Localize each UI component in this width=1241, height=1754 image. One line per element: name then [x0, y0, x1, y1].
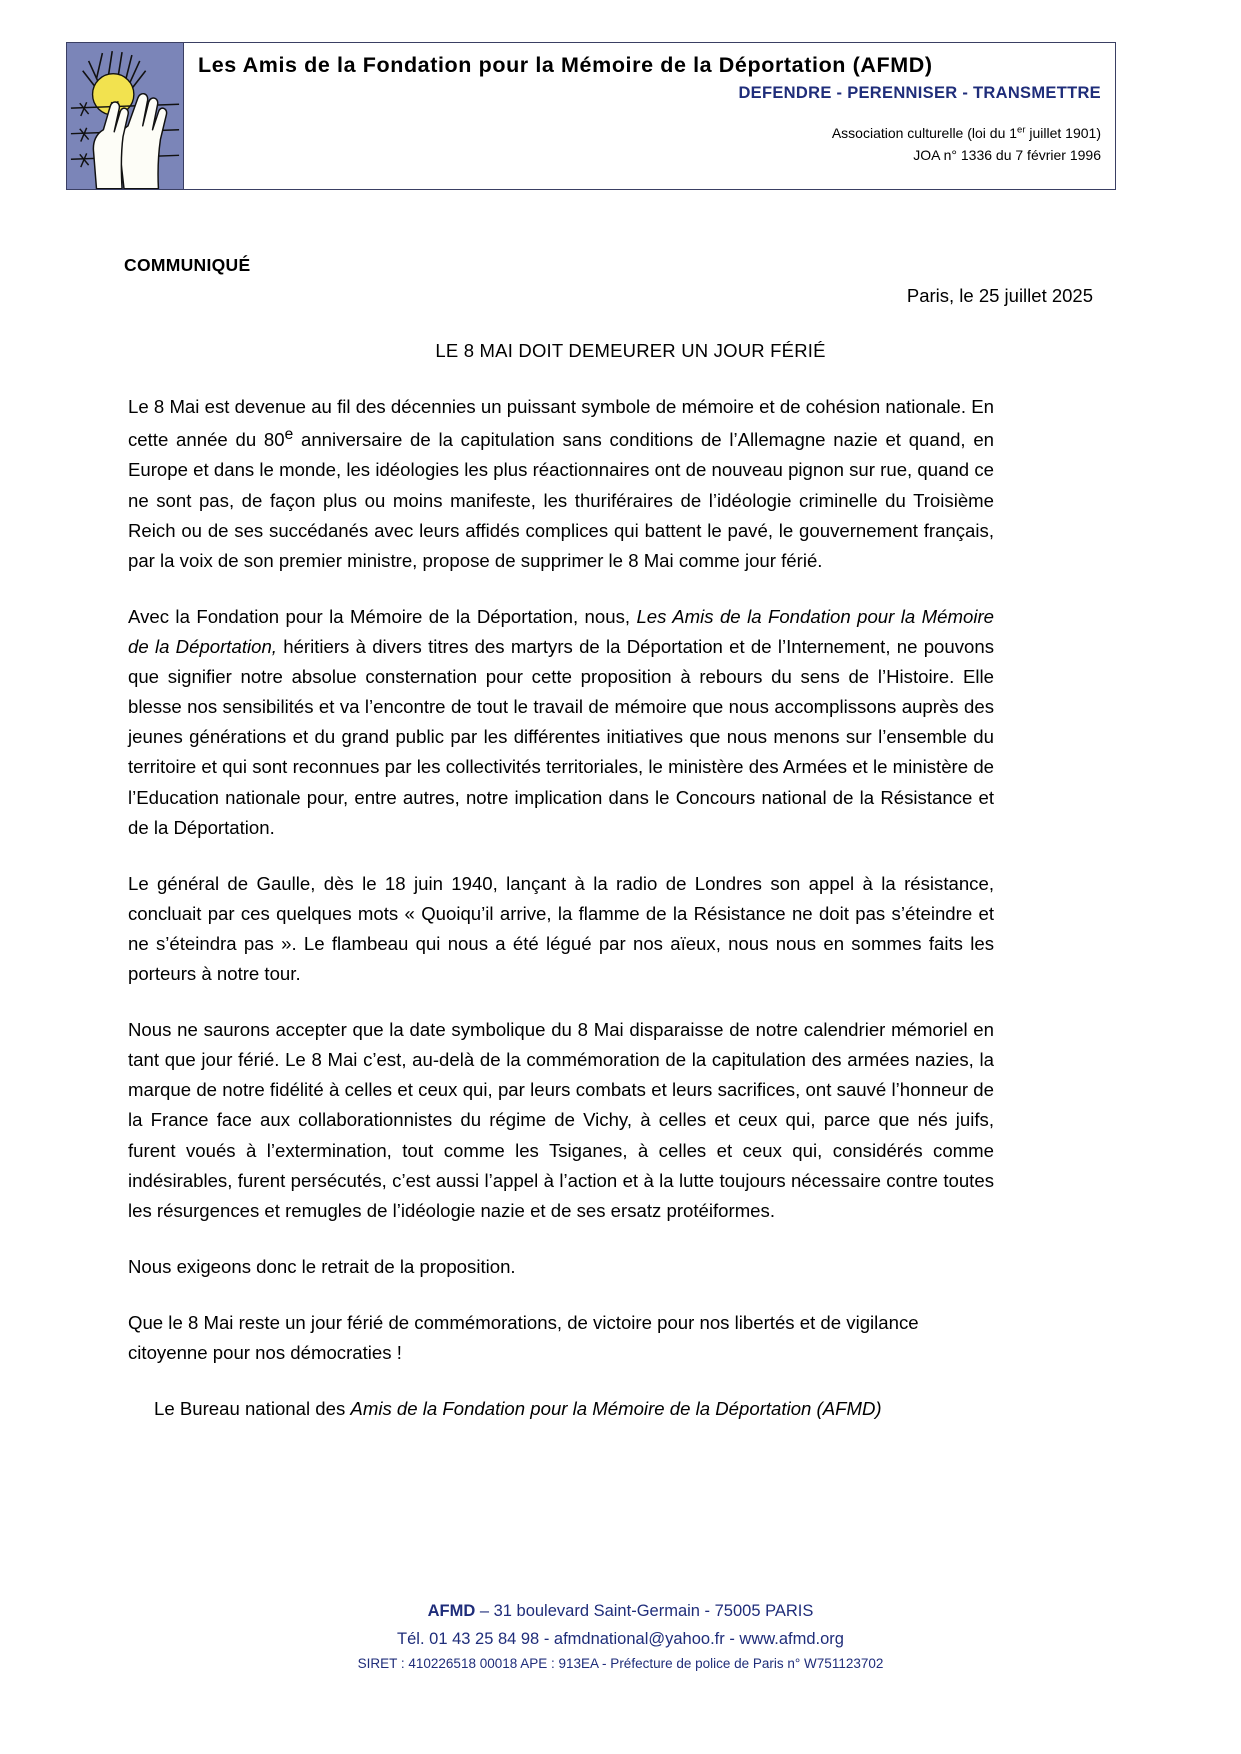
- organization-slogan: DEFENDRE - PERENNISER - TRANSMETTRE: [738, 84, 1101, 103]
- footer-address: AFMD – 31 boulevard Saint-Germain - 75005 PARIS: [427, 1601, 814, 1620]
- ordinal-suffix: er: [1017, 124, 1026, 136]
- page-title: LE 8 MAI DOIT DEMEURER UN JOUR FÉRIÉ: [435, 340, 826, 361]
- organization-legal-info: [198, 123, 1101, 166]
- letter-body: [128, 392, 994, 1424]
- dateline: Paris, le 25 juillet 2025: [906, 285, 1093, 306]
- legal-line-association: Association culturelle (loi du 1er juillet 1901): [831, 124, 1101, 142]
- legal-line-joa: JOA n° 1336 du 7 février 1996: [913, 147, 1101, 164]
- signature-line: Le Bureau national des Amis de la Fondation pour la Mémoire de la Déportation (AFMD): [154, 1398, 882, 1420]
- paragraph-6: Que le 8 Mai reste un jour férié de commémorations, de victoire pour nos libertés et de vigilance citoyenne pour nos démocraties !: [128, 1312, 919, 1364]
- paragraph-4: Nous ne saurons accepter que la date symbolique du 8 Mai disparaisse de notre calendrier mémoriel en tant que jour férié. Le 8 Mai c’est, au-delà de la commémoration de la capitulation des armées nazies, la marque de notre fidélité à celles et ceux qui, par leurs combats et leurs sacrifices, ont sauvé l’honneur de la France face aux collaborationnistes du régime de Vichy, à celles et ceux qui, parce que nés juifs, furent voués à l’extermination, tout comme les Tsiganes, à celles et ceux qui, considérés comme indésirables, furent persécutés, c’est aussi l’appel à l’action et à la lutte toujours nécessaire contre toutes les résurgences et remugles de l’idéologie nazie et de ses ersatz protéiformes.: [128, 1019, 994, 1221]
- footer-contact: Tél. 01 43 25 84 98 - afmdnational@yahoo.fr - www.afmd.org: [397, 1630, 844, 1649]
- paragraph-1: Le 8 Mai est devenue au fil des décennies un puissant symbole de mémoire et de cohésion nationale. En cette année du 80e anniversaire de la capitulation sans conditions de l’Allemagne nazie et quand, en Europe et dans le monde, les idéologies les plus réactionnaires ont de nouveau pignon sur rue, quand ce ne sont pas, de façon plus ou moins manifeste, les thuriféraires de l’idéologie criminelle du Troisième Reich ou de ses succédanés avec leurs affidés complices qui battent le pavé, le gouvernement français, par la voix de son premier ministre, propose de supprimer le 8 Mai comme jour férié.: [128, 396, 994, 571]
- letterhead-text-box: [184, 42, 1116, 190]
- page-footer: [0, 1597, 1241, 1676]
- letterhead: [66, 42, 1116, 190]
- paragraph-3: Le général de Gaulle, dès le 18 juin 1940, lançant à la radio de Londres son appel à la résistance, concluait par ces quelques mots « Quoiqu’il arrive, la flamme de la Résistance ne doit pas s’éteindre et ne s’éteindra pas ». Le flambeau qui nous a été légué par nos aïeux, nous nous en sommes faits les porteurs à notre tour.: [128, 872, 994, 985]
- footer-registration: SIRET : 410226518 00018 APE : 913EA - Préfecture de police de Paris n° W751123702: [357, 1656, 884, 1672]
- afmd-logo: [66, 42, 184, 190]
- paragraph-2: Avec la Fondation pour la Mémoire de la Déportation, nous, Les Amis de la Fondation pour la Mémoire de la Déportation, héritiers à divers titres des martyrs de la Déportation et de l’Internement, ne pouvons que signifier notre absolue consternation pour cette proposition à rebours du sens de l’Histoire. Elle blesse nos sensibilités et va l’encontre de tout le travail de mémoire que nous accomplissons auprès des jeunes générations et du grand public par les différentes initiatives que nous menons sur l’ensemble du territoire et qui sont reconnues par les collectivités territoriales, le ministère des Armées et le ministère de l’Education nationale pour, entre autres, notre implication dans le Concours national de la Résistance et de la Déportation.: [128, 605, 994, 838]
- communique-label: COMMUNIQUÉ: [124, 255, 251, 275]
- signature-org-italic: Amis de la Fondation pour la Mémoire de la Déportation (AFMD): [350, 1398, 882, 1420]
- footer-org-abbrev: AFMD: [427, 1601, 476, 1620]
- organization-title: Les Amis de la Fondation pour la Mémoire de la Déportation (AFMD): [198, 53, 933, 77]
- paragraph-5: Nous exigeons donc le retrait de la proposition.: [128, 1255, 516, 1277]
- logo-illustration: [67, 43, 183, 189]
- org-name-italic: Les Amis de la Fondation pour la Mémoire de la Déportation,: [128, 605, 994, 657]
- ordinal-suffix: e: [284, 426, 294, 444]
